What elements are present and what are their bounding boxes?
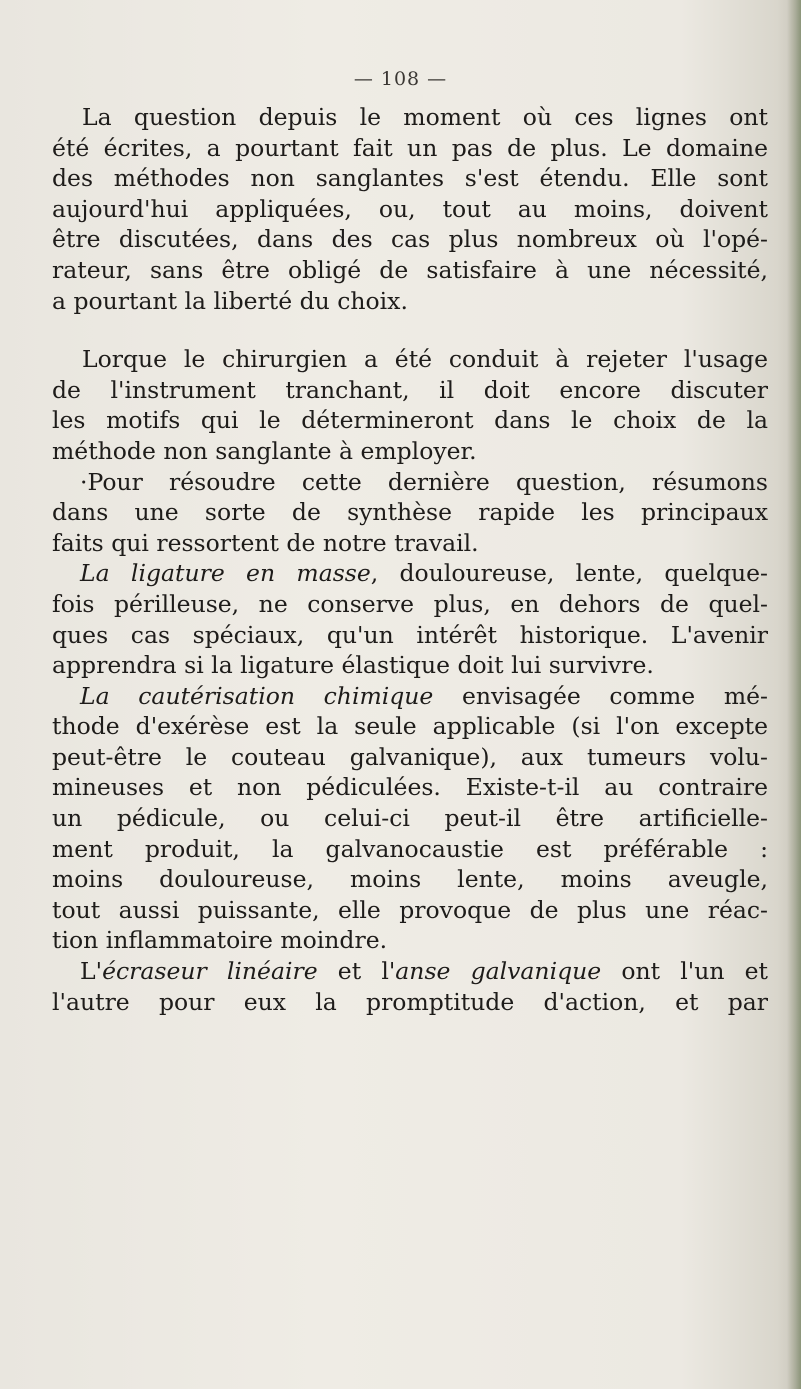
text-line: ·Pour résoudre cette dernière question, résumons [80,467,768,496]
text-line: faits qui ressortent de notre travail. [52,528,479,557]
text-line: moins douloureuse, moins lente, moins aveugle, [52,865,768,894]
text-line: L'écraseur linéaire et l'anse galvanique ont l'un et [80,957,768,986]
paragraph-3 [52,467,768,559]
paragraph-6 [52,956,768,1017]
text-line: des méthodes non sanglantes s'est étendu. Elle sont [52,164,768,193]
text-line: de l'instrument tranchant, il doit encore discuter [52,375,768,404]
paragraph-1 [52,102,768,316]
text-line: La ligature en masse, douloureuse, lente, quelque- [80,559,768,588]
text-line: La question depuis le moment où ces lignes ont [82,103,768,131]
text-line: méthode non sanglante à employer. [52,436,477,465]
text-line: l'autre pour eux la promptitude d'action, et par [52,987,768,1016]
text-line: être discutées, dans des cas plus nombreux où l'opé- [52,225,768,254]
text-line: peut-être le couteau galvanique), aux tumeurs volu- [52,742,768,771]
italic-term: anse galvanique [395,957,602,986]
text-line: aujourd'hui appliquées, ou, tout au moins, doivent [52,194,768,223]
paragraph-2 [52,344,768,466]
text-line: ques cas spéciaux, qu'un intérêt historique. L'avenir [52,620,768,649]
text-line: a pourtant la liberté du choix. [52,286,408,315]
body-text [52,102,768,1017]
text-line: fois périlleuse, ne conserve plus, en dehors de quel- [52,589,768,618]
paragraph-4 [52,558,768,680]
text-line: un pédicule, ou celui-ci peut-il être artificielle- [52,804,768,833]
text-line: thode d'exérèse est la seule applicable (si l'on excepte [52,712,768,741]
paragraph-5 [52,681,768,956]
text-line: Lorque le chirurgien a été conduit à rejeter l'usage [82,345,768,374]
text-line: les motifs qui le détermineront dans le choix de la [52,406,768,435]
text-line: tion inflammatoire moindre. [52,926,388,955]
text-line: La cautérisation chimique envisagée comme mé- [80,681,768,710]
italic-term: écraseur linéaire [102,957,318,986]
page-edge-shadow [787,0,801,1389]
text-line: ment produit, la galvanocaustie est préférable : [52,834,768,863]
italic-term: La cautérisation chimique [80,681,434,710]
text-line: apprendra si la ligature élastique doit lui survivre. [52,651,654,680]
page-number: — 108 — [353,68,448,90]
italic-term: La ligature en masse [80,559,371,588]
text-line: tout aussi puissante, elle provoque de plus une réac- [52,895,768,924]
text-line: été écrites, a pourtant fait un pas de plus. Le domaine [52,133,768,162]
text-line: rateur, sans être obligé de satisfaire à une nécessité, [52,255,768,284]
text-line: mineuses et non pédiculées. Existe-t-il au contraire [52,773,768,802]
text-line: dans une sorte de synthèse rapide les principaux [52,498,768,527]
